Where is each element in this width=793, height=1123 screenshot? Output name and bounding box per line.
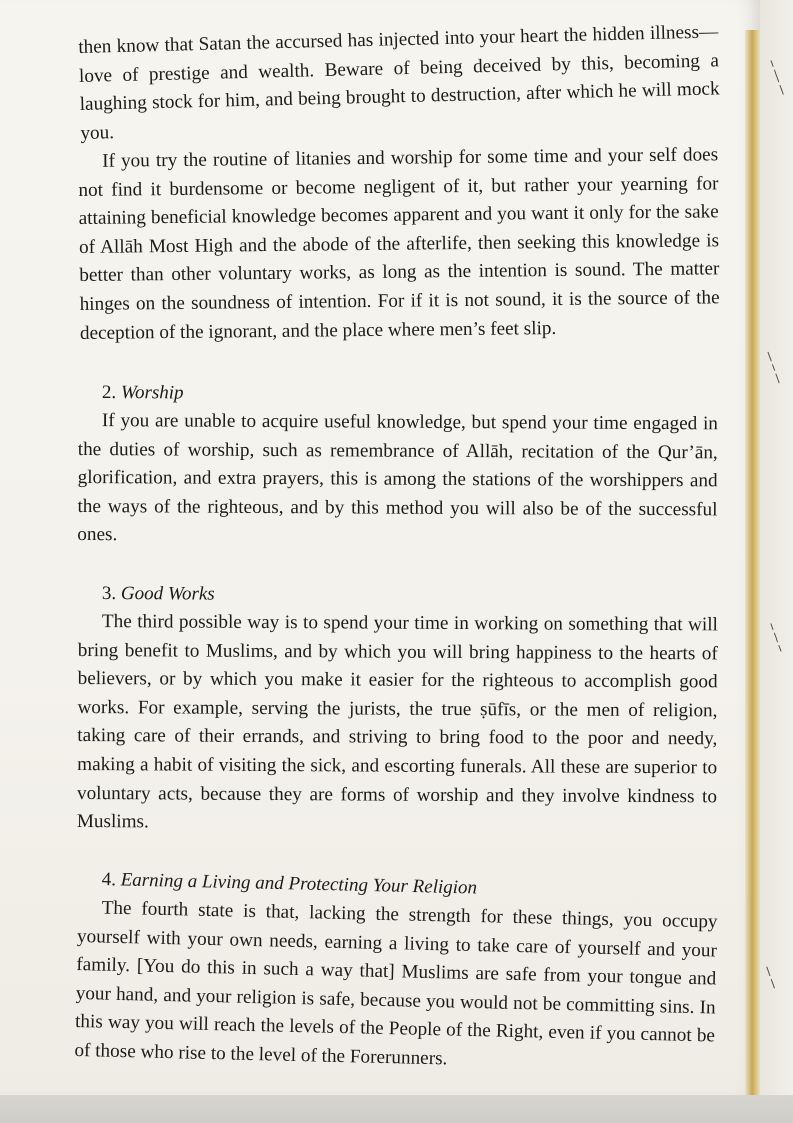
scan-bottom-margin — [0, 1095, 793, 1123]
section-title: Earning a Living and Protecting Your Religion — [120, 869, 478, 899]
page-content — [74, 21, 720, 1070]
section-heading-worship — [102, 379, 718, 410]
arabic-margin-script-1: ـــ ــــ ــ — [767, 57, 793, 96]
section-heading-good-works — [102, 580, 718, 611]
section-title: Worship — [120, 381, 184, 403]
section-number: 3. — [101, 582, 117, 604]
book-gutter — [745, 30, 761, 1095]
section-title: Good Works — [120, 582, 215, 605]
paragraph-continuation: then know that Satan the accursed has injected into your heart the hidden illness—love of prestige and wealth. Beware of being deceived by this, becoming a laughing stock for him, and being brought to destruction, after which he will mock you. — [78, 21, 720, 144]
paragraph-knowledge: If you try the routine of litanies and worship for some time and your self does not find it burdensome or become negligent of it, but rather your yearning for attaining beneficial knowledge becomes apparent and you want it only for the sake of Allāh Most High and the abode of the afterlife, then seeking this knowledge is better than other voluntary works, as long as the intention is sound. The matter hinges on the soundness of intention. For if it is not sound, it is the source of the deception of the ignorant, and the place where men’s feet slip. — [78, 144, 720, 344]
section-body-worship: If you are unable to acquire useful knowledge, but spend your time engaged in the duties of worship, such as remembrance of Allāh, recitation of the Qur’ān, glorification, and extra prayers, this is among the stations of the worshippers and the ways of the righteous, and by this method you will also be of the successful ones. — [77, 409, 718, 546]
arabic-margin-script-3: ــ ـــ ــ — [767, 620, 790, 653]
arabic-margin-script-2: ـــ ــ ـــ — [764, 348, 789, 385]
adjacent-page-edge — [760, 0, 793, 1095]
section-body-good-works: The third possible way is to spend your time in working on something that will bring benefit to Muslims, and by which you will bring happiness to the hearts of believers, or by which you make it easier for the righteous to accomplish good works. For example, serving the jurists, the true ṣūfīs, or the men of religion, taking care of their errands, and striving to bring food to the poor and needy, making a habit of visiting the sick, and escorting funerals. All these are superior to voluntary acts, because they are forms of worship and they involve kindness to Muslims. — [76, 610, 718, 833]
arabic-margin-script-4: ـــ ـــ — [763, 963, 784, 990]
section-number: 4. — [101, 869, 117, 891]
section-body-earning-living: The fourth state is that, lacking the strength for these things, you occupy yourself with your own needs, earning a living to take care of yourself and your family. [You do this in such a way that] Muslims are safe from your tongue and your hand, and your religion is safe, because you would not be committing sins. In this way you will reach the levels of the People of the Right, even if you cannot be of those who rise to the level of the Forerunners. — [74, 897, 718, 1070]
section-number: 2. — [101, 381, 117, 403]
